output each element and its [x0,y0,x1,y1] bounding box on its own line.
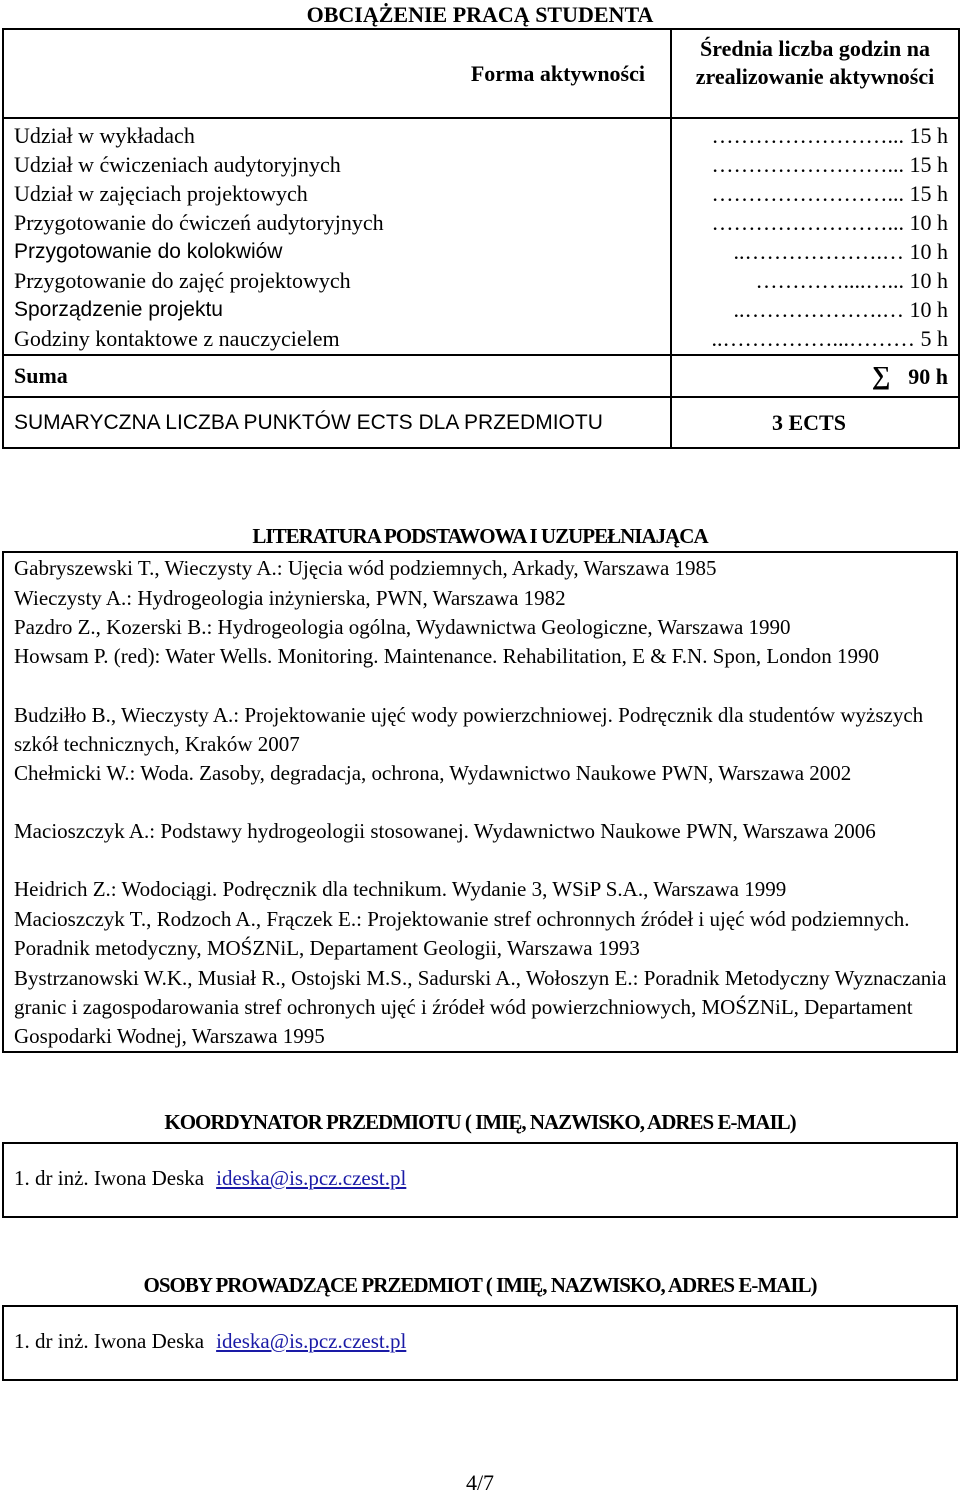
activity-label: Sporządzenie projektu [14,298,223,321]
coordinator-name: 1. dr inż. Iwona Deska [14,1166,205,1190]
ects-label: SUMARYCZNA LICZBA PUNKTÓW ECTS DLA PRZEDMIOTU [3,397,671,448]
ects-value: 3 ECTS [671,397,959,448]
literature-title: LITERATURA PODSTAWOWA I UZUPEŁNIAJĄCA [252,524,708,548]
activity-label: Udział w wykładach [14,123,195,148]
activity-hours: ……………………... 10 h [711,210,948,235]
activity-label: Przygotowanie do ćwiczeń audytoryjnych [14,210,384,235]
activity-label: Godziny kontaktowe z nauczycielem [14,326,340,351]
literature-list [2,551,958,1053]
ects-row [3,397,959,448]
workload-table [2,28,960,449]
literature-item: Gabryszewski T., Wieczysty A.: Ujęcia wód podziemnych, Arkady, Warszawa 1985 [14,556,717,580]
coordinator-email-link[interactable]: ideska@is.pcz.czest.pl [216,1166,407,1190]
sigma-icon: ∑ [871,361,891,390]
activity-label: Udział w ćwiczeniach audytoryjnych [14,152,341,177]
activity-hours: …………....…... 10 h [755,268,948,293]
literature-item: Wieczysty A.: Hydrogeologia inżynierska, PWN, Warszawa 1982 [14,586,566,610]
literature-item: Macioszczyk A.: Podstawy hydrogeologii stosowanej. Wydawnictwo Naukowe PWN, Warszawa 2006 [14,819,876,843]
activity-hours: ..……………….… 10 h [733,297,948,322]
literature-item: Budziłło B., Wieczysty A.: Projektowanie ujęć wody powierzchniowej. Podręcznik dla studentów wyższych szkół technicznych, Kraków 2007 [14,703,924,756]
literature-item: Macioszczyk T., Rodzoch A., Frączek E.: Projektowanie stref ochronnych źródeł i ujęć wód podziemnych. Poradnik metodyczny, MOŚZNiL, Departament Geologii, Warszawa 1993 [14,907,910,960]
workload-header-row [3,29,959,118]
coordinator-entry [14,1164,406,1192]
sum-row [3,355,959,397]
lecturer-entry [14,1327,406,1355]
literature-item: Chełmicki W.: Woda. Zasoby, degradacja, ochrona, Wydawnictwo Naukowe PWN, Warszawa 2002 [14,761,852,785]
workload-activities-row [3,118,959,355]
coordinator-box [2,1142,958,1218]
sum-label: Suma [3,355,671,397]
literature-item: Heidrich Z.: Wodociągi. Podręcznik dla technikum. Wydanie 3, WSiP S.A., Warszawa 1999 [14,877,787,901]
sum-value: 90 h [908,364,948,389]
literature-item: Bystrzanowski W.K., Musiał R., Ostojski M.S., Sadurski A., Wołoszyn E.: Poradnik Metodyczny Wyznaczania granic i zagospodarowania stref ochronych ujęć i źródeł wód powierzchniowych, MOŚZNiL, Departament Gospodarki Wodnej, Warszawa 1995 [14,966,947,1048]
lecturer-email-link[interactable]: ideska@is.pcz.czest.pl [216,1329,407,1353]
activity-list [3,118,671,355]
literature-item: Pazdro Z., Kozerski B.: Hydrogeologia ogólna, Wydawnictwa Geologiczne, Warszawa 1990 [14,615,791,639]
literature-item: Howsam P. (red): Water Wells. Monitoring. Maintenance. Rehabilitation, E & F.N. Spon, London 1990 [14,644,879,668]
activity-hours: ……………………... 15 h [711,123,948,148]
hours-list [671,118,959,355]
coordinator-title: KOORDYNATOR PRZEDMIOTU ( IMIĘ, NAZWISKO, ADRES E-MAIL) [164,1110,796,1134]
page-number: 4/7 [465,1470,495,1495]
lecturers-title: OSOBY PROWADZĄCE PRZEDMIOT ( IMIĘ, NAZWISKO, ADRES E-MAIL) [143,1273,817,1297]
activity-label: Przygotowanie do kolokwiów [14,240,283,263]
activity-hours: ……………………... 15 h [711,152,948,177]
activity-hours: ..……………….… 10 h [733,239,948,264]
sum-value-cell [671,355,959,397]
activity-column-header: Forma aktywności [3,29,671,118]
lecturer-name: 1. dr inż. Iwona Deska [14,1329,205,1353]
workload-title: OBCIĄŻENIE PRACĄ STUDENTA [306,2,654,27]
activity-label: Przygotowanie do zajęć projektowych [14,268,351,293]
activity-hours: ..……………...……… 5 h [711,326,948,351]
lecturers-box [2,1305,958,1381]
hours-column-header: Średnia liczba godzin na zrealizowanie aktywności [671,29,959,118]
activity-hours: ……………………... 15 h [711,181,948,206]
activity-label: Udział w zajęciach projektowych [14,181,308,206]
